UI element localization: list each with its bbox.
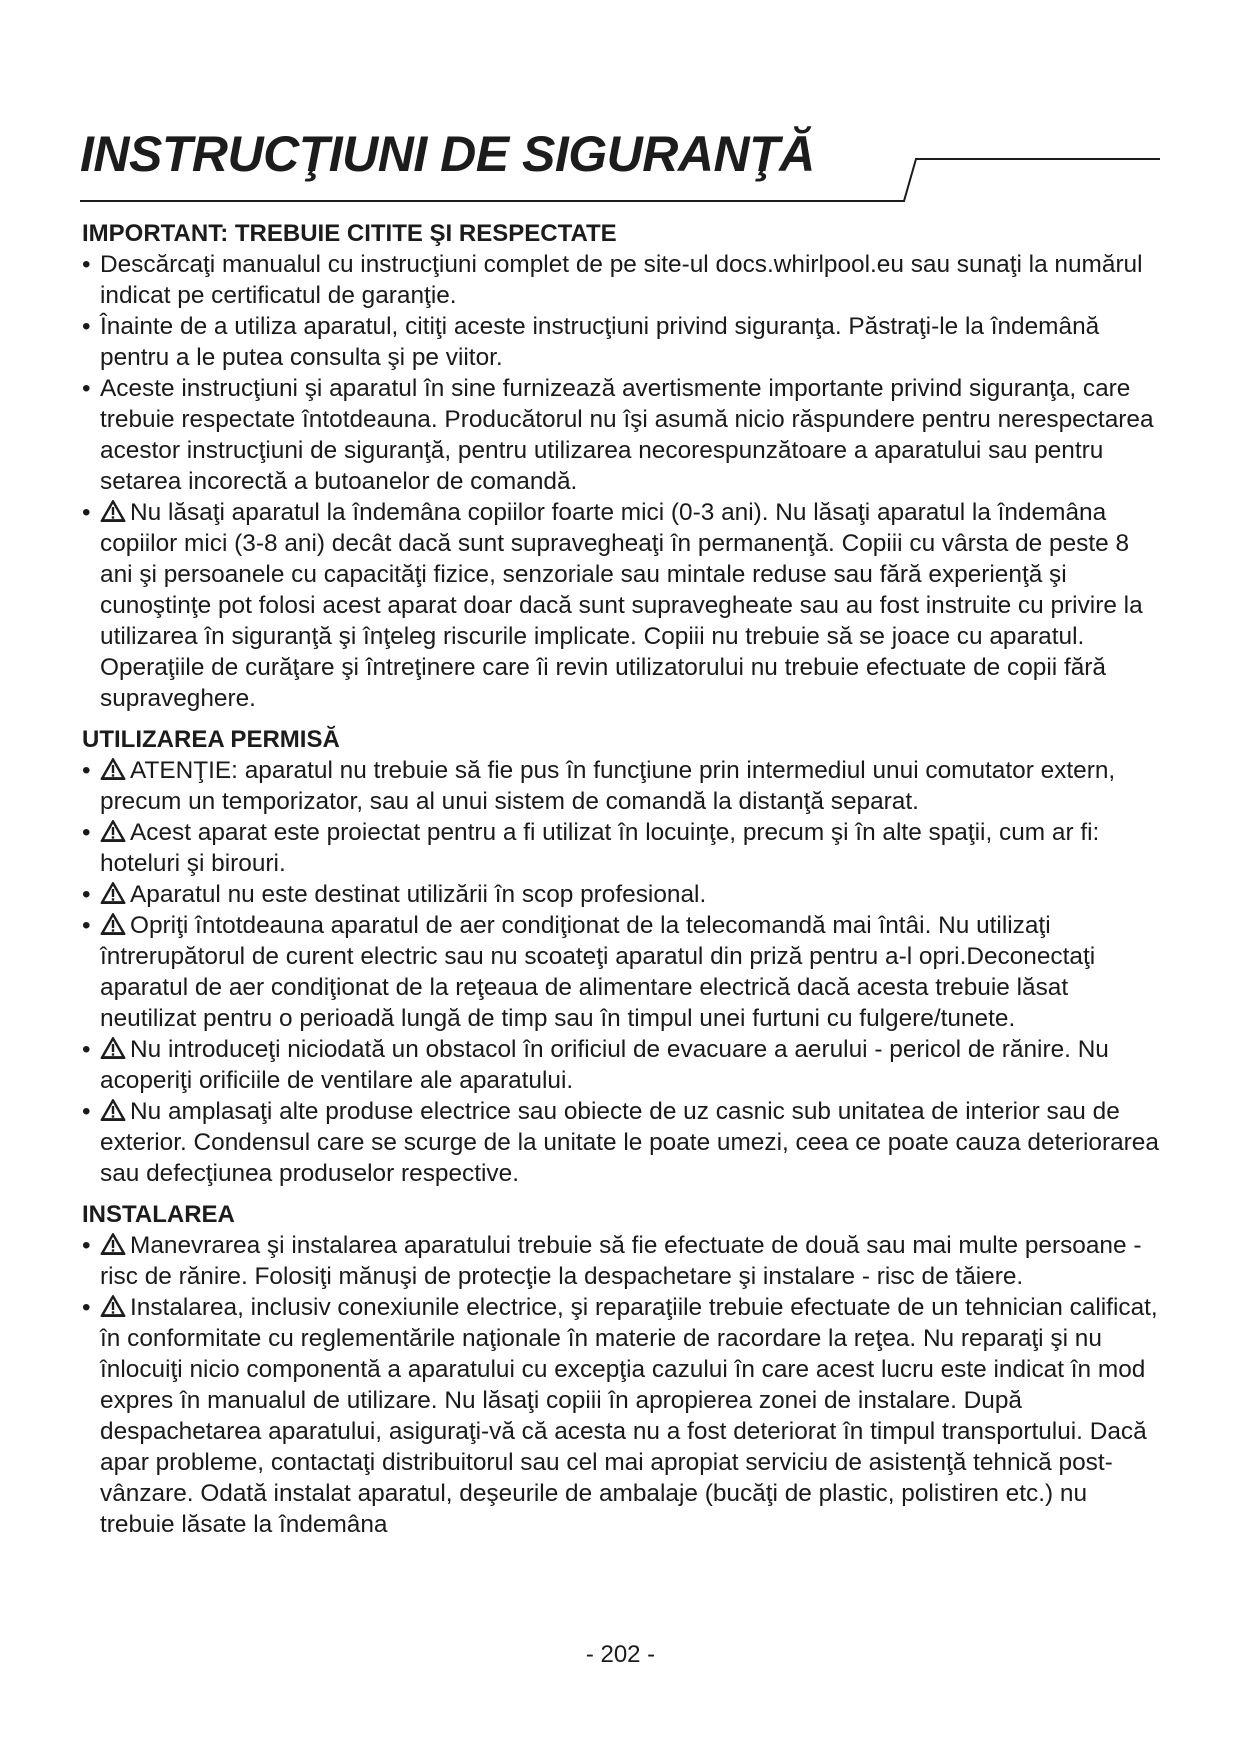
list-item: [82, 879, 1162, 910]
list-item: [82, 755, 1162, 817]
warning-triangle-icon: [100, 1294, 126, 1318]
list-item-text: Acest aparat este proiectat pentru a fi utilizat în locuinţe, precum şi în alte spaţii, cum ar fi: hoteluri şi birouri.: [100, 819, 1100, 877]
bullet-icon: •: [82, 313, 91, 340]
list-item-text: Instalarea, inclusiv conexiunile electrice, şi reparaţiile trebuie efectuate de un tehnician calificat, în conformitate cu reglementările naţionale în materie de racordare la reţea. Nu reparaţi şi nu înlocuiţi nicio componentă a aparatului cu excepţia cazului în care acest lucru este indicat în mod expres în manualul de utilizare. Nu lăsaţi copiii în apropierea zonei de instalare. După despachetarea aparatului, asiguraţi-vă că acesta nu a fost deteriorat în timpul transportului. Dacă apar probleme, contactaţi distribuitorul sau cel mai apropiat serviciu de asistenţă tehnică post-vânzare. Odată instalat aparatul, deşeurile de ambalaje (bucăţi de plastic, polistiren etc.) nu trebuie lăsate la îndemâna: [100, 1294, 1158, 1538]
warning-triangle-icon: [100, 1036, 126, 1060]
bullet-list: [82, 1230, 1162, 1540]
list-item-text: Aceste instrucţiuni şi aparatul în sine furnizează avertismente importante privind siguranţa, care trebuie respectate întotdeauna. Producătorul nu îşi asumă nicio răspundere pentru nerespectarea acestor instrucţiuni de siguranţă, pentru utilizarea necorespunzătoare a aparatului sau pentru setarea incorectă a butoanelor de comandă.: [100, 375, 1154, 495]
section-heading: INSTALAREA: [82, 1201, 235, 1228]
page-title: INSTRUCŢIUNI DE SIGURANŢĂ: [80, 126, 815, 182]
list-item: [82, 311, 1162, 373]
bullet-icon: •: [82, 1036, 91, 1063]
list-item-text: Nu introduceţi niciodată un obstacol în orificiul de evacuare a aerului - pericol de rănire. Nu acoperiţi orificiile de ventilare ale aparatului.: [100, 1036, 1109, 1094]
bullet-icon: •: [82, 1232, 91, 1259]
list-item: [82, 910, 1162, 1034]
title-block: [80, 125, 1160, 205]
list-item: [82, 1292, 1162, 1540]
bullet-list: [82, 755, 1162, 1189]
bullet-icon: •: [82, 912, 91, 939]
list-item-text: Manevrarea şi instalarea aparatului trebuie să fie efectuate de două sau mai multe persoane - risc de rănire. Folosiţi mănuşi de protecţie la despachetare şi instalare - risc de tăiere.: [100, 1232, 1142, 1290]
warning-triangle-icon: [100, 1232, 126, 1256]
list-item: [82, 1230, 1162, 1292]
section-heading: IMPORTANT: TREBUIE CITITE ŞI RESPECTATE: [82, 220, 617, 247]
warning-triangle-icon: [100, 499, 126, 523]
list-item: [82, 373, 1162, 497]
section-heading: UTILIZAREA PERMISĂ: [82, 726, 340, 753]
section: [82, 724, 1162, 1189]
list-item-text: Opriţi întotdeauna aparatul de aer condiţionat de la telecomandă mai întâi. Nu utilizaţi întrerupătorul de curent electric sau nu scoateţi aparatul din priză pentru a-l opri.Deconectaţi aparatul de aer condiţionat de la reţeaua de alimentare electrică dacă acesta trebuie lăsat neutilizat pentru o perioadă lungă de timp sau în timpul unei furtuni cu fulgere/tunete.: [100, 912, 1096, 1032]
list-item-text: Aparatul nu este destinat utilizării în scop profesional.: [130, 881, 707, 908]
list-item: [82, 817, 1162, 879]
list-item-text: Nu amplasaţi alte produse electrice sau obiecte de uz casnic sub unitatea de interior sau de exterior. Condensul care se scurge de la unitate le poate umezi, ceea ce poate cauza deteriorarea sau defecţiunea produselor respective.: [100, 1098, 1159, 1187]
warning-triangle-icon: [100, 757, 126, 781]
list-item: [82, 1034, 1162, 1096]
list-item-text: Înainte de a utiliza aparatul, citiţi aceste instrucţiuni privind siguranţa. Păstraţi-le la îndemână pentru a le putea consulta şi pe viitor.: [100, 313, 1100, 371]
list-item-text: Nu lăsaţi aparatul la îndemâna copiilor foarte mici (0-3 ani). Nu lăsaţi aparatul la îndemâna copiilor mici (3-8 ani) decât dacă sunt supravegheaţi în permanenţă. Copiii cu vârsta de peste 8 ani şi persoanele cu capacităţi fizice, senzoriale sau mintale reduse sau fără experienţă şi cunoştinţe pot folosi acest aparat doar dacă sunt supravegheate sau au fost instruite cu privire la utilizarea în siguranţă şi înţeleg riscurile implicate. Copiii nu trebuie să se joace cu aparatul. Operaţiile de curăţare şi întreţinere care îi revin utilizatorului nu trebuie efectuate de copii fără supraveghere.: [100, 499, 1143, 712]
bullet-icon: •: [82, 251, 91, 278]
warning-triangle-icon: [100, 819, 126, 843]
bullet-icon: •: [82, 819, 91, 846]
warning-triangle-icon: [100, 1098, 126, 1122]
bullet-icon: •: [82, 1098, 91, 1125]
list-item-text: ATENŢIE: aparatul nu trebuie să fie pus în funcţiune prin intermediul unui comutator extern, precum un temporizator, sau al unui sistem de comandă la distanţă separat.: [100, 757, 1116, 815]
warning-triangle-icon: [100, 881, 126, 905]
list-item: [82, 497, 1162, 714]
bullet-icon: •: [82, 757, 91, 784]
bullet-icon: •: [82, 1294, 91, 1321]
bullet-icon: •: [82, 881, 91, 908]
page-number: - 202 -: [585, 1641, 656, 1668]
bullet-list: [82, 249, 1162, 714]
list-item: [82, 249, 1162, 311]
document-body: [82, 218, 1162, 1550]
bullet-icon: •: [82, 375, 91, 402]
list-item: [82, 1096, 1162, 1189]
warning-triangle-icon: [100, 912, 126, 936]
bullet-icon: •: [82, 499, 91, 526]
section: [82, 218, 1162, 714]
section: [82, 1199, 1162, 1540]
list-item-text: Descărcaţi manualul cu instrucţiuni complet de pe site-ul docs.whirlpool.eu sau sunaţi la numărul indicat pe certificatul de garanţie.: [100, 251, 1143, 309]
